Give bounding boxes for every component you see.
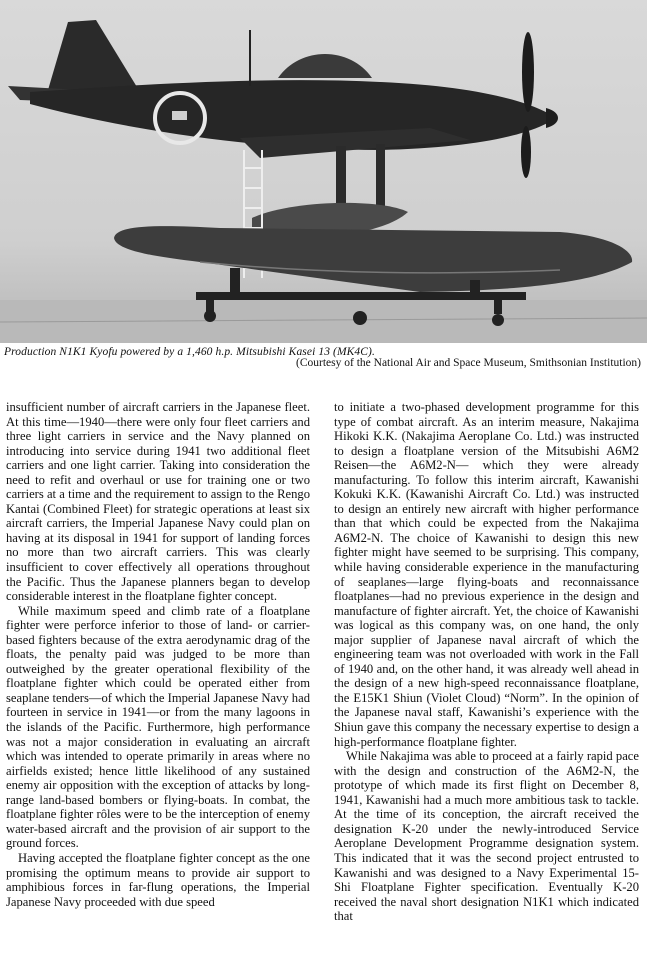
propeller-blade-upper [522, 32, 534, 112]
propeller-blade-lower [521, 126, 531, 178]
paragraph: While maximum speed and climb rate of a floatplane fighter were perforce inferior to those of land- or carrier-based fighters because of the extra aerodynamic drag of the floats, the penalty paid was judged to be more than outweighed by the greater operational flexibility of the floatplane fighter which could be operated either from seaplane tenders—of which the Imperial Japanese Navy had fourteen in service in 1941—or from the many lagoons in the islands of the Pacific. Furthermore, high performance was not a major consideration in evaluating an aircraft which was intended to operate primarily in areas where no airfields existed; hence little likelihood of any sustained enemy air opposition with the exception of attacks by long-range land-based bombers or flying-boats. In combat, the floatplane fighter rôles were to be the interception of enemy water-based aircraft and the provision of air support to the ground forces. [6, 603, 310, 851]
paragraph: to initiate a two-phased development programme for this type of combat aircraft. As an interim measure, Nakajima Hikoki K.K. (Nakajima Aeroplane Co. Ltd.) was instructed to design a floatplane version of the Mitsubishi A6M2 Reisen—the A6M2-N— which they were already manufacturing. To follow this interim aircraft, Kawanishi Kokuki K.K. (Kawanishi Aircraft Co. Ltd.) was instructed to design an entirely new aircraft with higher performance than that which could be expected from the Nakajima A6M2-N. The choice of Kawanishi to design this new fighter might have seemed to be surprising. This company, while having considerable experience in the manufacturing of seaplanes—large flying-boats and reconnaissance floatplanes—had no previous experience in the design and manufacture of fighter aircraft. Yet, the choice of Kawanishi was logical as this company was, on one hand, the only major supplier of Japanese naval aircraft of which the engineering team was not overloaded with work in the Fall of 1940 and, on the other hand, it was already well ahead in the design of a new high-speed reconnaissance floatplane, the E15K1 Shiun (Violet Cloud) “Norm”. In the opinion of the Japanese naval staff, Kawanishi’s experience with the Shiun gave this company the necessary expertise to design a high-performance floatplane fighter. [334, 400, 639, 749]
tail-fin [48, 20, 140, 92]
paragraph: While Nakajima was able to proceed at a fairly rapid pace with the design and construction of the A6M2-N, the prototype of which made its first flight on December 8, 1941, Kawanishi had a much more ambitious task to tackle. At the time of its conception, the aircraft received the designation K-20 under the newly-introduced Service Aeroplane Development Programme designation system. This indicated that it was the second project entrusted to Kawanishi and was designed to a Navy Experimental 15-Shi Floatplane Fighter specification. Eventually K-20 received the naval short designation N1K1 which indicated that [334, 749, 639, 924]
canopy [278, 54, 372, 78]
paragraph: insufficient number of aircraft carriers in the Japanese fleet. At this time—1940—there were only four fleet carriers and three light carriers in service and the Navy planned on introducing into service during 1941 two additional fleet carriers and one light carrier. Taking into consideration the need to refit and overhaul or use for training one or two carriers at a time and the requirement to assign to the Rengo Kantai (Combined Fleet) for strategic operations at least six aircraft carriers, the Imperial Japanese Navy could plan on having at its disposal in 1941 for support of landing forces no more than two aircraft carriers. This was clearly insufficient to cover effectively all operations throughout the Pacific. Thus the Japanese planners began to develop considerable interest in the floatplane fighter concept. [6, 400, 310, 604]
main-float [114, 226, 632, 292]
aircraft-photo [0, 0, 647, 343]
spinner [546, 108, 558, 128]
floatplane-illustration [0, 0, 647, 343]
figure-caption: Production N1K1 Kyofu powered by a 1,460 h.p. Mitsubishi Kasei 13 (MK4C). [4, 346, 375, 358]
text-column-right [334, 400, 639, 924]
paragraph: Having accepted the floatplane fighter concept as the one promising the optimum means to provide air support to amphibious forces in far-flung operations, the Imperial Japanese Navy proceeded with due speed [6, 850, 310, 909]
figure-credit: (Courtesy of the National Air and Space Museum, Smithsonian Institution) [296, 357, 641, 369]
text-column-left [6, 400, 310, 909]
